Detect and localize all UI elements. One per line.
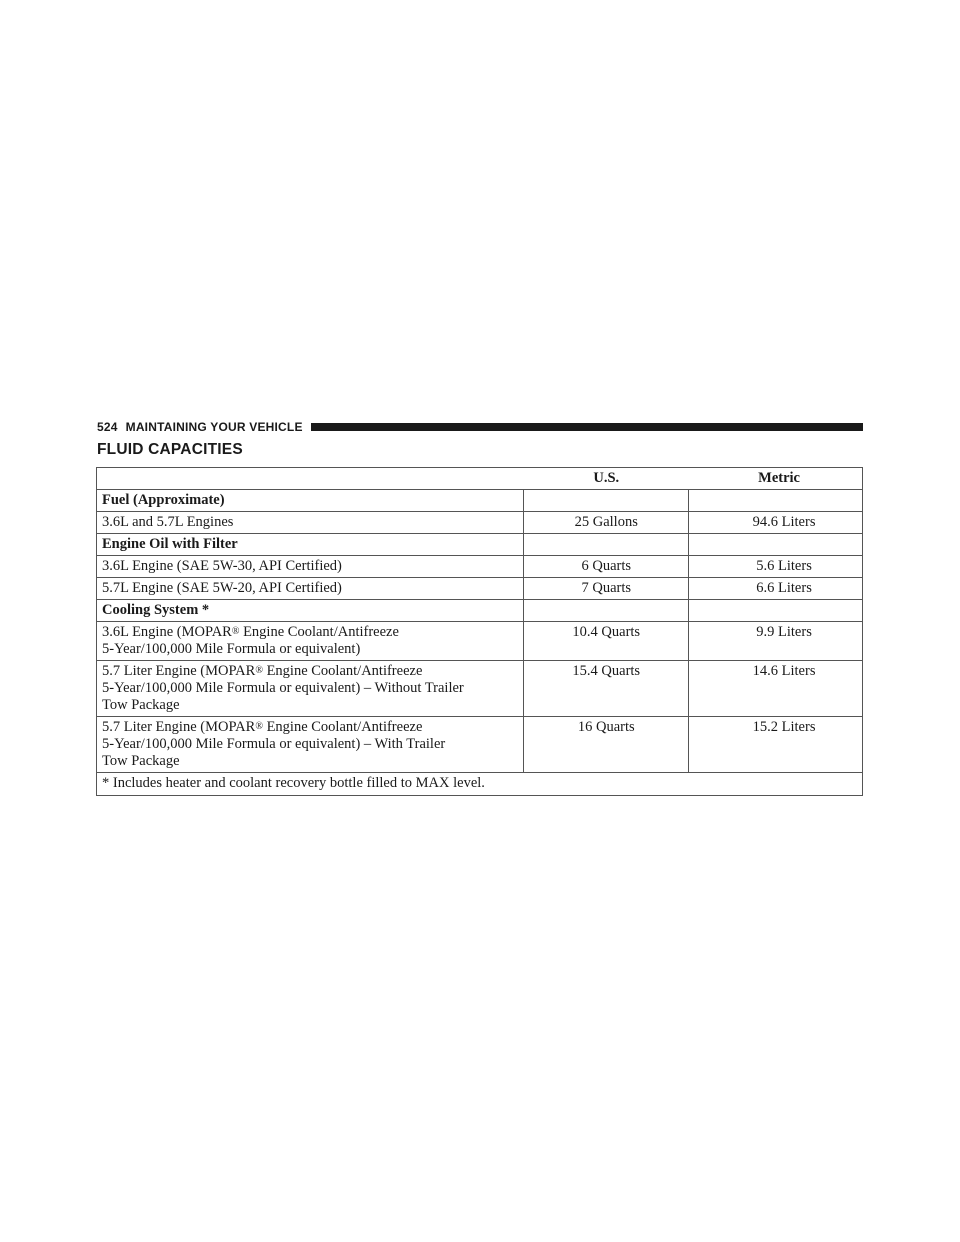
cell-us: 7 Quarts	[524, 578, 689, 600]
cell-metric: 94.6 Liters	[689, 512, 863, 534]
cell-us	[524, 534, 689, 556]
group-label-fuel: Fuel (Approximate)	[97, 490, 524, 512]
table-row	[97, 717, 863, 773]
group-label-engine-oil: Engine Oil with Filter	[97, 534, 524, 556]
row-label: 3.6L Engine (SAE 5W-30, API Certified)	[97, 556, 524, 578]
cell-metric	[689, 490, 863, 512]
cell-us: 15.4 Quarts	[524, 661, 689, 717]
cell-us	[524, 600, 689, 622]
section-title: FLUID CAPACITIES	[97, 441, 243, 458]
header-cell-us: U.S.	[524, 468, 689, 490]
cell-us: 10.4 Quarts	[524, 622, 689, 661]
cell-metric	[689, 600, 863, 622]
table-row	[97, 578, 863, 600]
table-row	[97, 556, 863, 578]
row-label: 3.6L Engine (MOPAR® Engine Coolant/Antifreeze 5-Year/100,000 Mile Formula or equivalent)	[97, 622, 524, 661]
footnote-row	[97, 773, 863, 796]
table-header-row	[97, 468, 863, 490]
cell-metric: 9.9 Liters	[689, 622, 863, 661]
table-row	[97, 600, 863, 622]
registered-mark: ®	[255, 721, 263, 732]
table-row	[97, 490, 863, 512]
registered-mark: ®	[231, 626, 240, 637]
footnote: * Includes heater and coolant recovery bottle filled to MAX level.	[97, 773, 863, 796]
header-cell-metric: Metric	[689, 468, 863, 490]
table-row	[97, 512, 863, 534]
row-label: 5.7 Liter Engine (MOPAR® Engine Coolant/Antifreeze 5-Year/100,000 Mile Formula or equivalent) – With Trailer Tow Package	[97, 717, 524, 773]
cell-us	[524, 490, 689, 512]
section-name: MAINTAINING YOUR VEHICLE	[125, 420, 303, 434]
registered-mark: ®	[255, 665, 263, 676]
cell-us: 16 Quarts	[524, 717, 689, 773]
table-row	[97, 534, 863, 556]
cell-us: 25 Gallons	[524, 512, 689, 534]
cell-metric: 6.6 Liters	[689, 578, 863, 600]
row-label: 5.7L Engine (SAE 5W-20, API Certified)	[97, 578, 524, 600]
table-row	[97, 661, 863, 717]
cell-metric: 14.6 Liters	[689, 661, 863, 717]
page-number: 524	[97, 420, 118, 434]
cell-metric	[689, 534, 863, 556]
cell-metric: 15.2 Liters	[689, 717, 863, 773]
header-cell-label	[97, 468, 524, 490]
cell-us: 6 Quarts	[524, 556, 689, 578]
table-row	[97, 622, 863, 661]
row-label: 3.6L and 5.7L Engines	[97, 512, 524, 534]
header-rule	[311, 423, 863, 431]
row-label: 5.7 Liter Engine (MOPAR® Engine Coolant/Antifreeze 5-Year/100,000 Mile Formula or equivalent) – Without Trailer Tow Package	[97, 661, 524, 717]
group-label-cooling-system: Cooling System *	[97, 600, 524, 622]
fluid-capacities-table	[96, 467, 863, 796]
page-header	[97, 418, 863, 436]
cell-metric: 5.6 Liters	[689, 556, 863, 578]
